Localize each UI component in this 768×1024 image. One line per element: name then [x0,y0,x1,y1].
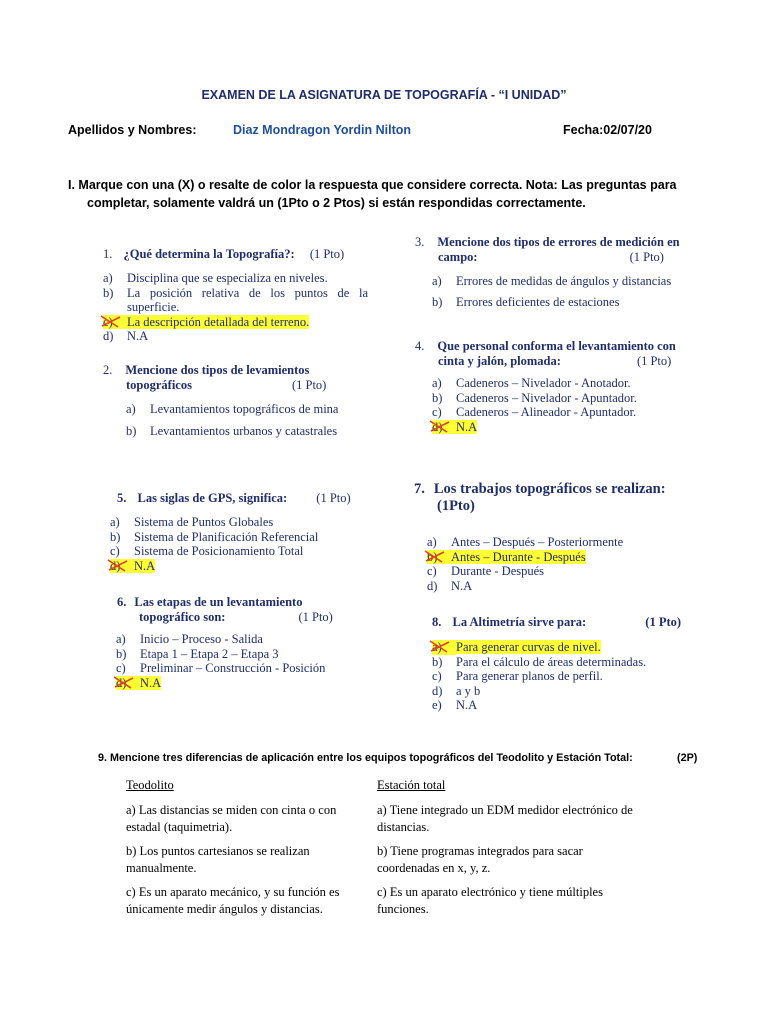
q7-title-line1: Los trabajos topográficos se realizan: [433,481,666,497]
q6-points: (1 Pto) [298,610,333,624]
q7-option-c[interactable]: c) Durante - Después [427,564,545,578]
estacion-item-a: a) Tiene integrado un EDM medidor electrónico de distancias. [377,803,633,834]
q4-option-a[interactable]: a) Cadeneros – Nivelador - Anotador. [432,376,631,390]
q8-options [432,640,646,713]
q6-option-a[interactable]: a) Inicio – Proceso - Salida [116,632,263,646]
q8-option-d[interactable]: d) a y b [432,683,481,698]
q6-option-c[interactable]: c) Preliminar – Construcción - Posición [116,661,326,675]
estacion-column [377,777,677,918]
estacion-item-c: c) Es un aparato electrónico y tiene múltiples funciones. [377,885,603,916]
q2-option-b[interactable]: b) Levantamientos urbanos y catastrales [126,423,338,438]
q9-points: (2P) [677,752,698,764]
q1-points: (1 Pto) [309,247,345,261]
teodolito-item-b: b) Los puntos cartesianos se realizan manualmente. [126,844,310,875]
instructions [68,176,688,212]
q3-title-line1: Mencione dos tipos de errores de medición en [437,235,680,249]
q4-title-line2: cinta y jalón, plomada: [438,354,561,368]
instructions-line2: completar, solamente valdrá un (1Pto o 2 Ptos) si están respondidas correctamente. [87,196,586,210]
q7-number: 7. [414,481,425,497]
q5-options [110,515,318,573]
name-value: Diaz Mondragon Yordin Nilton [233,123,411,137]
q2-title-line2: topográficos [126,378,192,392]
q5-title: Las siglas de GPS, significa: [137,491,288,505]
q2-number: 2. [103,363,113,377]
q1-options [103,271,368,344]
q7-option-b-highlight: Antes – Durante - Después [451,549,586,564]
q3-option-a[interactable]: a) Errores de medidas de ángulos y distancias [432,274,672,288]
q2-options [126,402,338,438]
cross-mark-icon [105,557,131,573]
q8-option-b[interactable]: b) Para el cálculo de áreas determinadas. [432,654,647,669]
q3-number: 3. [415,235,425,249]
cross-mark-icon [427,418,453,434]
q7-options [427,535,623,593]
q2-option-a[interactable]: a) Levantamientos topográficos de mina [126,402,339,416]
q2-title-block [103,363,373,393]
q7-option-b[interactable]: b) Antes – Durante - Después [427,550,623,565]
q2-points: (1 Pto) [291,378,327,392]
q4-title-line1: Que personal conforma el levantamiento con [437,339,676,353]
q6-option-b[interactable]: b) Etapa 1 – Etapa 2 – Etapa 3 [116,646,279,661]
q8-option-a-highlight: Para generar curvas de nivel. [456,640,601,654]
q7-option-d[interactable]: d) N.A [427,578,473,593]
q6-number: 6. [117,595,127,609]
q6-option-d-highlight: N.A [140,675,162,690]
q6-title-line1: Las etapas de un levantamiento [134,595,303,609]
q8-points: (1 Pto) [645,615,682,629]
q1-option-c-highlight: La descripción detallada del terreno. [127,314,310,329]
q6-option-d[interactable]: d) N.A [116,676,325,691]
exam-title: EXAMEN DE LA ASIGNATURA DE TOPOGRAFÍA - “I UNIDAD” [201,88,567,102]
teodolito-item-c: c) Es un aparato mecánico, y su función es únicamente medir ángulos y distancias. [126,885,340,916]
q3-points: (1 Pto) [629,250,664,264]
q6-title-block [117,595,377,625]
q1-number: 1. [103,247,113,261]
q7-title-line2: (1Pto) [437,498,475,514]
q7-title-block [414,481,666,515]
estacion-header: Estación total [377,778,446,792]
cross-mark-icon [98,313,124,329]
q1-option-c[interactable]: c) La descripción detallada del terreno. [103,315,368,330]
q4-points: (1 Pto) [636,354,672,368]
q3-title-line2: campo: [438,250,478,264]
q6-options [116,632,325,690]
q3-title-block [415,235,695,265]
q1-option-b[interactable]: b) La posición relativa de los puntos de la [103,285,368,300]
cross-mark-icon [422,548,448,564]
q5-option-d[interactable]: d) N.A [110,559,318,574]
q4-option-c[interactable]: c) Cadeneros – Alineador - Apuntador. [432,405,637,419]
q8-option-a[interactable]: a) Para generar curvas de nivel. [432,640,646,655]
q8-number: 8. [432,615,442,629]
q8-title-row [432,615,681,630]
cross-mark-icon [111,674,137,690]
q8-option-c[interactable]: c) Para generar planos de perfil. [432,669,603,683]
q5-option-a[interactable]: a) Sistema de Puntos Globales [110,515,274,529]
q7-option-a[interactable]: a) Antes – Después – Posteriormente [427,535,624,549]
teodolito-column [126,777,366,918]
q8-title: La Altimetría sirve para: [452,615,587,629]
q4-options [432,376,637,434]
q4-title-block [415,339,695,369]
q4-option-b[interactable]: b) Cadeneros – Nivelador - Apuntador. [432,390,637,405]
q5-title-row [117,491,351,506]
q1-option-a[interactable]: a) Disciplina que se especializa en niveles. [103,271,328,285]
q4-option-d[interactable]: d) N.A [432,420,637,435]
q5-option-b[interactable]: b) Sistema de Planificación Referencial [110,529,319,544]
cross-mark-icon [427,638,453,654]
q5-option-c[interactable]: c) Sistema de Posicionamiento Total [110,544,304,558]
q6-title-line2: topográfico son: [139,610,226,624]
teodolito-item-a: a) Las distancias se miden con cinta o con estadal (taquimetria). [126,803,337,834]
q1-title: ¿Qué determina la Topografía?: [123,247,295,261]
name-label: Apellidos y Nombres: [68,123,197,137]
q5-number: 5. [117,491,127,505]
q5-points: (1 Pto) [316,491,351,505]
q1-title-row [103,247,344,262]
q8-option-e[interactable]: e) N.A [432,698,478,712]
instructions-line1: I. Marque con una (X) o resalte de color la respuesta que considere correcta. Nota: Las preguntas para [68,178,677,192]
q9-title: 9. Mencione tres diferencias de aplicación entre los equipos topográficos del Teodolito y Estación Total: [98,752,633,764]
q3-options [432,274,671,309]
date-label: Fecha:02/07/20 [563,123,652,137]
q1-option-d[interactable]: d) N.A [103,329,149,343]
teodolito-header: Teodolito [126,778,174,792]
q4-option-d-highlight: N.A [456,419,478,434]
estacion-item-b: b) Tiene programas integrados para sacar coordenadas en x, y, z. [377,844,583,875]
q1-option-b-cont: superficie. [127,300,180,314]
q2-title-line1: Mencione dos tipos de levamientos [125,363,310,377]
q4-number: 4. [415,339,425,353]
q5-option-d-highlight: N.A [134,558,156,573]
q3-option-b[interactable]: b) Errores deficientes de estaciones [432,294,620,309]
